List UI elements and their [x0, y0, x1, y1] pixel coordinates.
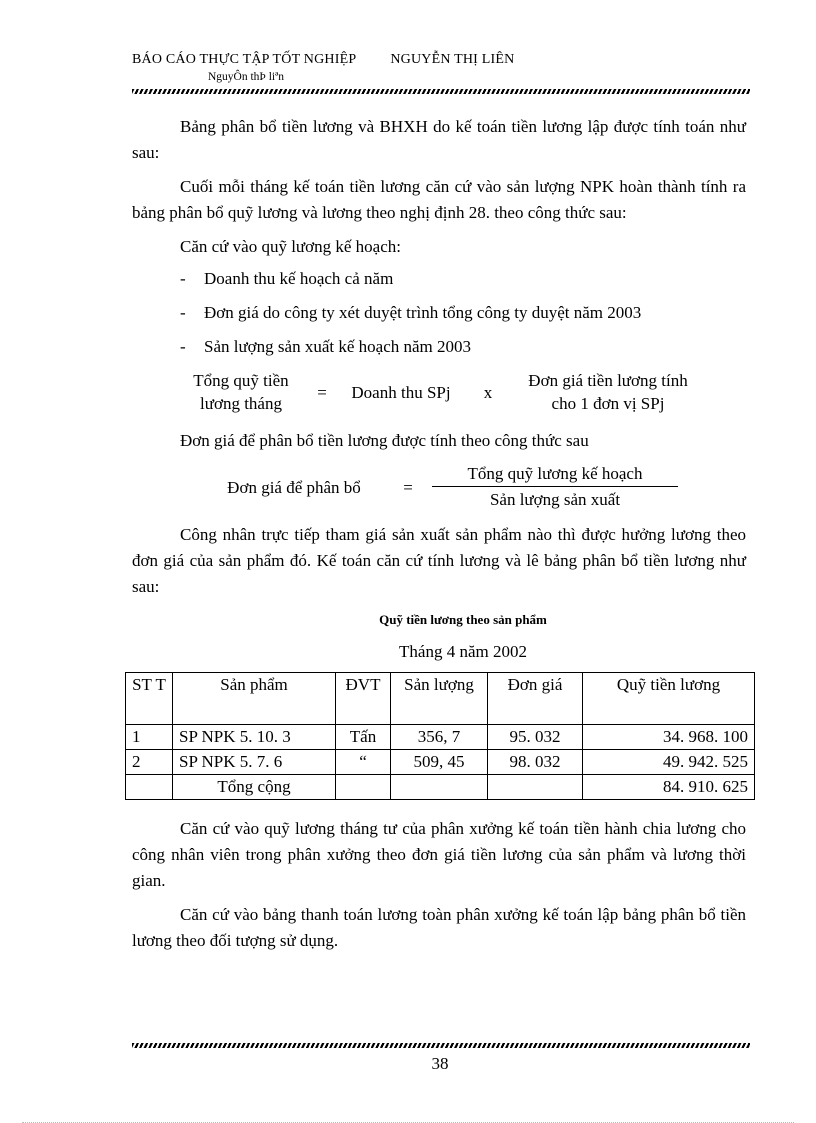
- header-title-left: BÁO CÁO THỰC TẬP TỐT NGHIỆP: [132, 52, 357, 67]
- paragraph-7: Căn cứ vào bảng thanh toán lương toàn phân xưởng kế toán lập bảng phân bổ tiền lương theo đối tượng sử dụng.: [132, 905, 746, 950]
- formula-equals: =: [317, 383, 327, 402]
- paragraph-2: Cuối mỗi tháng kế toán tiền lương căn cứ vào sản lượng NPK hoàn thành tính ra bảng phân bổ quỹ lương và lương theo nghị định 28. theo công thức sau:: [132, 177, 746, 222]
- formula-left: Tổng quỹ tiền lương tháng: [193, 371, 289, 413]
- formula-times: x: [483, 383, 493, 402]
- table-header-row: [126, 673, 755, 725]
- formula2-numerator: Tổng quỹ lương kế hoạch: [467, 464, 643, 483]
- cell-empty: [488, 775, 583, 800]
- table-total-row: [126, 775, 755, 800]
- cell-empty: [391, 775, 488, 800]
- bullet-item: - Doanh thu kế hoạch cả năm: [180, 269, 394, 288]
- cell-price: 95. 032: [488, 725, 583, 750]
- paragraph-4: Đơn giá để phân bổ tiền lương được tính theo công thức sau: [180, 431, 589, 450]
- formula-right: Đơn giá tiền lương tính cho 1 đơn vị SPj: [528, 371, 688, 413]
- paragraph-6: Căn cứ vào quỹ lương tháng tư của phân xưởng kế toán tiền hành chia lương cho công nhân viên trong phân xưởng theo đơn giá tiền lương của sản phẩm và lương thời gian.: [132, 819, 746, 890]
- cell-quantity: 509, 45: [391, 750, 488, 775]
- cell-quantity: 356, 7: [391, 725, 488, 750]
- cell-empty: [336, 775, 391, 800]
- paragraph-5: Công nhân trực tiếp tham giá sản xuất sản phẩm nào thì được hưởng lương theo đơn giá của sản phẩm đó. Kế toán căn cứ tính lương và lê bảng phân bổ tiền lương như sau:: [132, 525, 746, 596]
- wage-table: [125, 672, 755, 800]
- cell-stt: 2: [126, 750, 173, 775]
- paragraph-1: Bảng phân bổ tiền lương và BHXH do kế toán tiền lương lập được tính toán như sau:: [132, 117, 746, 162]
- formula2-left: Đơn giá để phân bổ: [227, 478, 361, 497]
- cell-price: 98. 032: [488, 750, 583, 775]
- header-title-right: NGUYỄN THỊ LIÊN: [390, 52, 515, 67]
- bullet-item: - Sản lượng sản xuất kế hoạch năm 2003: [180, 337, 472, 356]
- paragraph-3: Căn cứ vào quỹ lương kế hoạch:: [180, 237, 401, 256]
- formula-middle: Doanh thu SPj: [351, 383, 451, 402]
- header-cell: Sản lượng: [391, 673, 488, 725]
- cell-unit: Tấn: [336, 725, 391, 750]
- cell-total-value: 84. 910. 625: [583, 775, 755, 800]
- page-number: 38: [431, 1054, 449, 1073]
- cell-total-label: Tổng cộng: [173, 775, 336, 800]
- bullet-item: - Đơn giá do công ty xét duyệt trình tổng công ty duyệt năm 2003: [180, 303, 642, 322]
- table-caption: Quỹ tiền lương theo sản phẩm: [379, 612, 547, 627]
- header-cell: Đơn giá: [488, 673, 583, 725]
- header-cell: ST T: [126, 673, 173, 725]
- cell-fund: 34. 968. 100: [583, 725, 755, 750]
- fraction-bar: [432, 486, 678, 487]
- formula2-equals: =: [403, 478, 413, 497]
- formula2-denominator: Sản lượng sản xuất: [489, 490, 621, 509]
- header-cell: Quỹ tiền lương: [583, 673, 755, 725]
- header-subtitle: NguyÔn thÞ liªn: [208, 71, 285, 83]
- header-cell: Sản phẩm: [173, 673, 336, 725]
- header-cell: ĐVT: [336, 673, 391, 725]
- table-row: [126, 750, 755, 775]
- table-row: [126, 725, 755, 750]
- cell-fund: 49. 942. 525: [583, 750, 755, 775]
- cell-product: SP NPK 5. 10. 3: [173, 725, 336, 750]
- header-title: [132, 52, 514, 68]
- cell-unit: “: [336, 750, 391, 775]
- cell-empty: [126, 775, 173, 800]
- cell-stt: 1: [126, 725, 173, 750]
- footer-divider: [132, 1043, 750, 1048]
- header-divider: [132, 89, 750, 94]
- cell-product: SP NPK 5. 7. 6: [173, 750, 336, 775]
- table-month: Tháng 4 năm 2002: [399, 642, 527, 661]
